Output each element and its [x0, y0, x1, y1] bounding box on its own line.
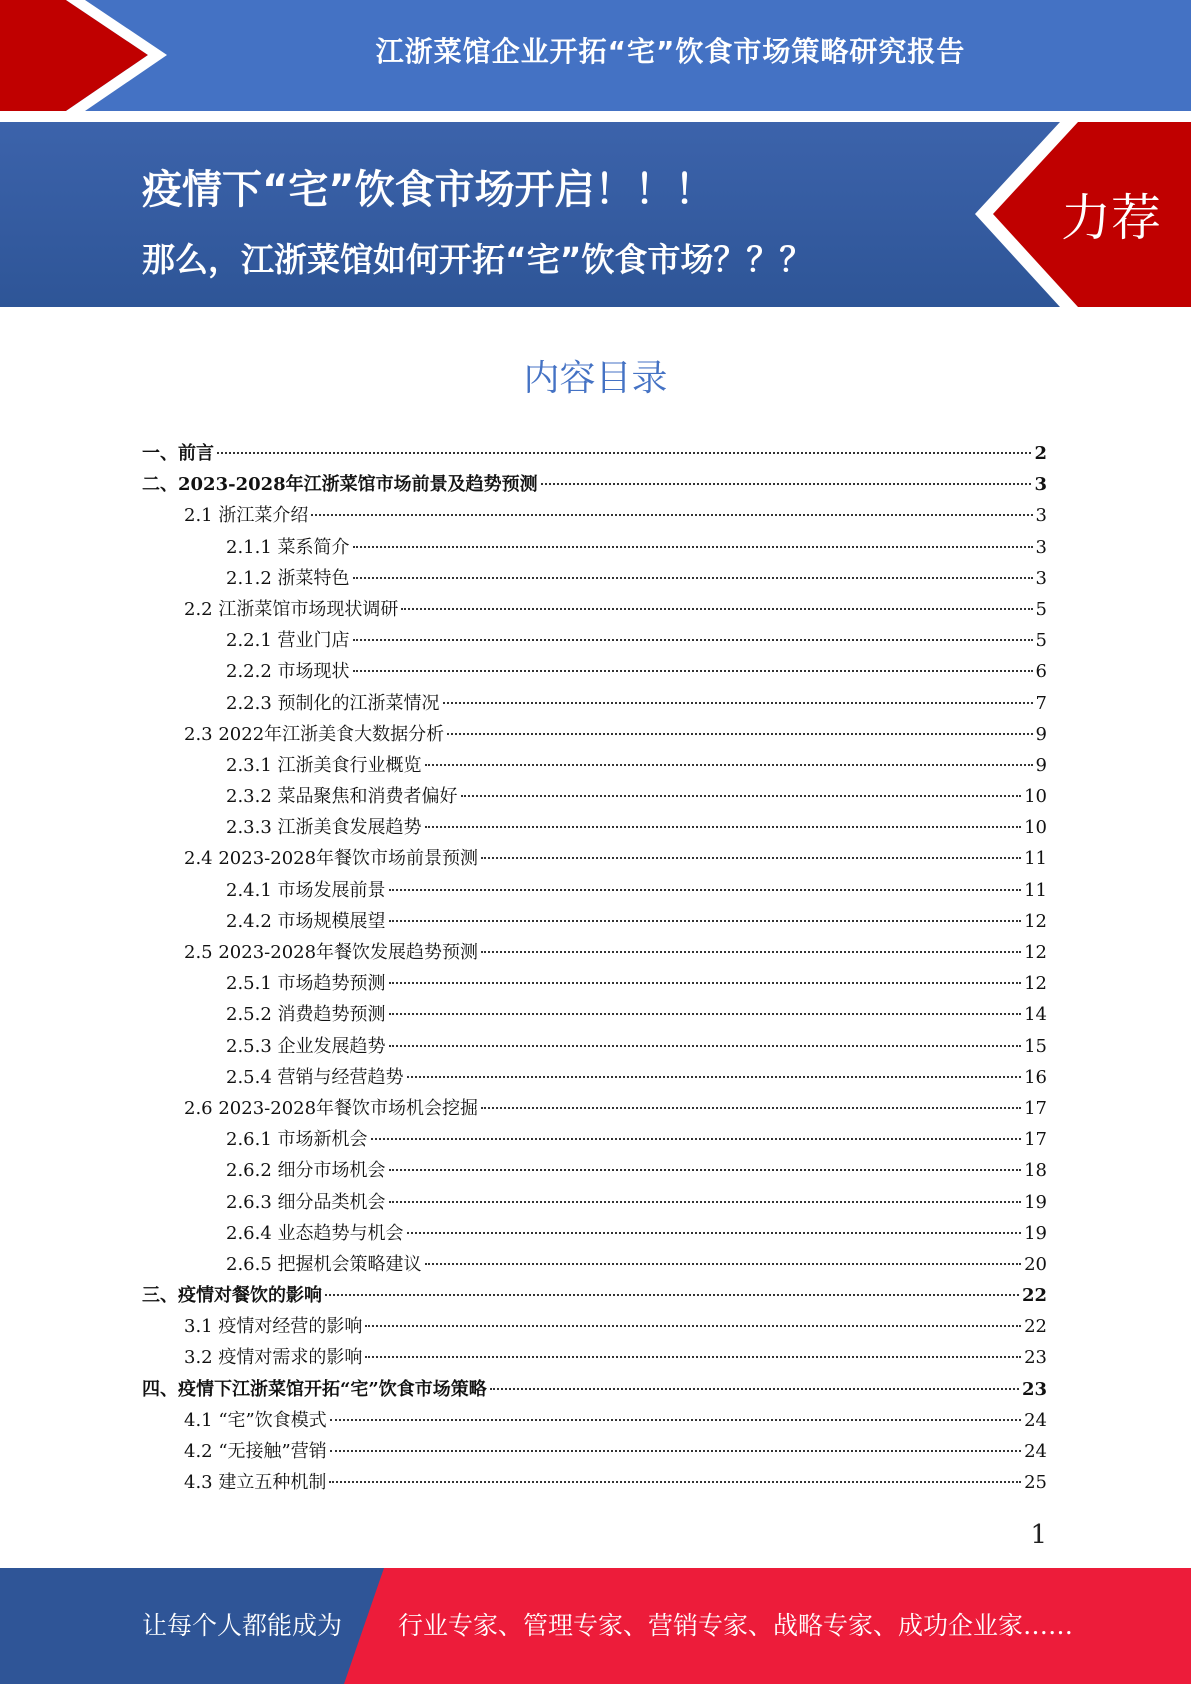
- toc-entry-page: 25: [1024, 1472, 1047, 1494]
- hero-banner: [0, 122, 1191, 307]
- toc-entry-page: 11: [1024, 879, 1047, 901]
- toc-entry-page: 9: [1035, 754, 1047, 776]
- toc-entry[interactable]: [142, 1062, 1047, 1093]
- toc-dot-leader: [389, 1200, 1022, 1203]
- page-number: 1: [1030, 1520, 1047, 1550]
- toc-entry-label: 2.6.5 把握机会策略建议: [226, 1253, 422, 1275]
- toc-entry-label: 2.6.3 细分品类机会: [226, 1191, 386, 1213]
- toc-entry[interactable]: [142, 812, 1047, 843]
- toc-entry[interactable]: [142, 500, 1047, 531]
- toc-entry-label: 2.5 2023-2028年餐饮发展趋势预测: [184, 942, 479, 963]
- toc-entry-page: 9: [1035, 723, 1047, 745]
- toc-dot-leader: [481, 950, 1021, 953]
- toc-heading: 内容目录: [523, 358, 668, 399]
- toc-entry-label: 四、疫情下江浙菜馆开拓“宅”饮食市场策略: [142, 1378, 487, 1400]
- toc-entry-label: 4.1 “宅”饮食模式: [184, 1409, 327, 1431]
- toc-dot-leader: [389, 1044, 1022, 1047]
- toc-entry[interactable]: [142, 656, 1047, 687]
- toc-entry-page: 23: [1024, 1347, 1047, 1369]
- toc-dot-leader: [353, 576, 1033, 579]
- toc-entry-label: 2.2.3 预制化的江浙菜情况: [226, 692, 440, 714]
- toc-entry-label: 2.5.3 企业发展趋势: [226, 1035, 386, 1057]
- toc-entry[interactable]: [142, 532, 1047, 563]
- toc-entry[interactable]: [142, 1374, 1047, 1405]
- toc-dot-leader: [481, 1106, 1021, 1109]
- toc-entry-label: 二、2023-2028年江浙菜馆市场前景及趋势预测: [142, 474, 538, 496]
- toc-dot-leader: [481, 856, 1021, 859]
- toc-dot-leader: [425, 763, 1033, 766]
- toc-entry[interactable]: [142, 968, 1047, 999]
- toc-dot-leader: [365, 1355, 1021, 1358]
- toc-dot-leader: [330, 1449, 1021, 1452]
- toc-entry[interactable]: [142, 1155, 1047, 1186]
- toc-dot-leader: [407, 1075, 1022, 1078]
- toc-entry-page: 11: [1024, 848, 1047, 870]
- toc-dot-leader: [389, 919, 1022, 922]
- toc-entry-label: 2.1.1 菜系简介: [226, 536, 350, 558]
- toc-entry-label: 2.6.2 细分市场机会: [226, 1160, 386, 1182]
- toc-entry-page: 5: [1035, 630, 1047, 652]
- toc-dot-leader: [371, 1137, 1022, 1140]
- toc-entry-label: 2.6.1 市场新机会: [226, 1129, 368, 1151]
- hero-subheadline: 那么，江浙菜馆如何开拓“宅”饮食市场？？？: [142, 240, 813, 279]
- toc-entry-label: 3.2 疫情对需求的影响: [184, 1347, 363, 1369]
- toc-entry-label: 2.5.4 营销与经营趋势: [226, 1066, 404, 1088]
- toc-entry[interactable]: [142, 937, 1047, 968]
- toc-entry[interactable]: [142, 625, 1047, 656]
- toc-entry-page: 10: [1024, 786, 1047, 808]
- toc-entry[interactable]: [142, 1249, 1047, 1280]
- toc-entry-page: 17: [1024, 1129, 1047, 1151]
- toc-entry[interactable]: [142, 750, 1047, 781]
- toc-entry[interactable]: [142, 1342, 1047, 1373]
- toc-dot-leader: [353, 669, 1033, 672]
- toc-entry[interactable]: [142, 438, 1047, 469]
- toc-entry[interactable]: [142, 999, 1047, 1030]
- toc-entry-page: 22: [1024, 1316, 1047, 1338]
- toc-dot-leader: [447, 732, 1032, 735]
- toc-entry-label: 2.6 2023-2028年餐饮市场机会挖掘: [184, 1097, 479, 1119]
- toc-entry[interactable]: [142, 1280, 1047, 1311]
- toc-entry-label: 2.5.1 市场趋势预测: [226, 973, 386, 995]
- toc-entry-page: 17: [1024, 1097, 1047, 1119]
- toc-dot-leader: [541, 482, 1032, 485]
- toc-dot-leader: [407, 1231, 1022, 1234]
- toc-entry-page: 18: [1024, 1160, 1047, 1182]
- toc-entry-page: 19: [1024, 1222, 1047, 1244]
- toc-entry[interactable]: [142, 1436, 1047, 1467]
- toc-entry-label: 2.3 2022年江浙美食大数据分析: [184, 723, 445, 745]
- toc-entry-label: 一、前言: [142, 443, 214, 464]
- toc-entry-page: 15: [1024, 1035, 1047, 1057]
- toc-entry-page: 19: [1024, 1191, 1047, 1213]
- toc-dot-leader: [389, 981, 1022, 984]
- toc-entry-page: 2: [1034, 443, 1047, 464]
- toc-dot-leader: [311, 513, 1032, 516]
- toc-entry[interactable]: [142, 1093, 1047, 1124]
- toc-entry-page: 22: [1021, 1285, 1047, 1307]
- toc-entry-page: 12: [1024, 910, 1047, 932]
- toc-entry-page: 5: [1035, 598, 1047, 620]
- toc-entry[interactable]: [142, 1124, 1047, 1155]
- toc-entry[interactable]: [142, 688, 1047, 719]
- toc-entry-page: 24: [1024, 1409, 1047, 1431]
- toc-entry-page: 10: [1024, 817, 1047, 839]
- toc-entry[interactable]: [142, 875, 1047, 906]
- toc-entry-label: 2.6.4 业态趋势与机会: [226, 1222, 404, 1244]
- toc-dot-leader: [401, 607, 1032, 610]
- toc-entry-page: 23: [1021, 1378, 1047, 1400]
- toc-entry-label: 4.3 建立五种机制: [184, 1472, 327, 1494]
- toc-dot-leader: [389, 1012, 1022, 1015]
- toc-dot-leader: [217, 451, 1031, 454]
- toc-entry-page: 16: [1024, 1066, 1047, 1088]
- toc-entry-label: 2.4.1 市场发展前景: [226, 879, 386, 901]
- toc-entry-page: 12: [1024, 973, 1047, 995]
- toc-entry-page: 3: [1034, 474, 1047, 496]
- toc-entry[interactable]: [142, 594, 1047, 625]
- toc-entry-label: 2.1.2 浙菜特色: [226, 567, 350, 589]
- hero-headline: 疫情下“宅”饮食市场开启！！！: [142, 167, 715, 213]
- table-of-contents: [142, 438, 1047, 1498]
- toc-dot-leader: [425, 825, 1022, 828]
- footer-slogan: 让每个人都能成为: [142, 1611, 343, 1640]
- toc-dot-leader: [330, 1418, 1021, 1421]
- toc-entry-label: 2.3.3 江浙美食发展趋势: [226, 817, 422, 839]
- toc-entry-page: 14: [1024, 1004, 1047, 1026]
- toc-entry-label: 三、疫情对餐饮的影响: [142, 1285, 322, 1307]
- toc-dot-leader: [425, 1262, 1022, 1265]
- toc-entry-page: 20: [1024, 1253, 1047, 1275]
- toc-entry-label: 2.4.2 市场规模展望: [226, 910, 386, 932]
- toc-entry-label: 2.1 浙江菜介绍: [184, 505, 309, 527]
- recommend-badge: 力荐: [1061, 189, 1161, 247]
- toc-dot-leader: [389, 888, 1022, 891]
- toc-entry-page: 3: [1035, 505, 1047, 527]
- toc-entry-page: 7: [1035, 692, 1047, 714]
- toc-entry[interactable]: [142, 781, 1047, 812]
- toc-dot-leader: [443, 701, 1033, 704]
- toc-entry[interactable]: [142, 1187, 1047, 1218]
- toc-entry[interactable]: [142, 1405, 1047, 1436]
- toc-entry-page: 6: [1035, 661, 1047, 683]
- toc-dot-leader: [325, 1293, 1019, 1296]
- toc-entry-label: 2.4 2023-2028年餐饮市场前景预测: [184, 848, 479, 870]
- toc-dot-leader: [490, 1387, 1019, 1390]
- toc-dot-leader: [329, 1480, 1021, 1483]
- toc-entry-label: 2.3.1 江浙美食行业概览: [226, 754, 422, 776]
- toc-entry-label: 2.2 江浙菜馆市场现状调研: [184, 598, 399, 620]
- toc-entry-label: 2.5.2 消费趋势预测: [226, 1004, 386, 1026]
- toc-dot-leader: [353, 545, 1033, 548]
- footer-banner: [0, 1568, 1191, 1684]
- toc-entry[interactable]: [142, 843, 1047, 874]
- toc-dot-leader: [365, 1324, 1021, 1327]
- toc-entry-page: 3: [1035, 567, 1047, 589]
- toc-entry-page: 12: [1024, 942, 1047, 963]
- toc-entry[interactable]: [142, 1311, 1047, 1342]
- toc-entry-label: 2.3.2 菜品聚焦和消费者偏好: [226, 786, 458, 808]
- toc-dot-leader: [353, 638, 1033, 641]
- toc-entry[interactable]: [142, 1031, 1047, 1062]
- toc-entry[interactable]: [142, 1467, 1047, 1498]
- toc-entry-page: 3: [1035, 536, 1047, 558]
- toc-dot-leader: [389, 1168, 1022, 1171]
- footer-expert-list: 行业专家、管理专家、营销专家、战略专家、成功企业家……: [398, 1611, 1074, 1640]
- toc-entry-label: 2.2.1 营业门店: [226, 630, 350, 652]
- top-banner: [0, 0, 1191, 111]
- toc-entry-page: 24: [1024, 1441, 1047, 1462]
- toc-entry[interactable]: [142, 719, 1047, 750]
- toc-entry-label: 2.2.2 市场现状: [226, 661, 350, 683]
- toc-entry[interactable]: [142, 469, 1047, 500]
- toc-entry-label: 4.2 “无接触”营销: [184, 1441, 327, 1462]
- toc-entry[interactable]: [142, 1218, 1047, 1249]
- toc-entry[interactable]: [142, 906, 1047, 937]
- toc-entry[interactable]: [142, 563, 1047, 594]
- toc-dot-leader: [461, 794, 1022, 797]
- toc-entry-label: 3.1 疫情对经营的影响: [184, 1316, 363, 1338]
- report-title: 江浙菜馆企业开拓“宅”饮食市场策略研究报告: [375, 35, 966, 68]
